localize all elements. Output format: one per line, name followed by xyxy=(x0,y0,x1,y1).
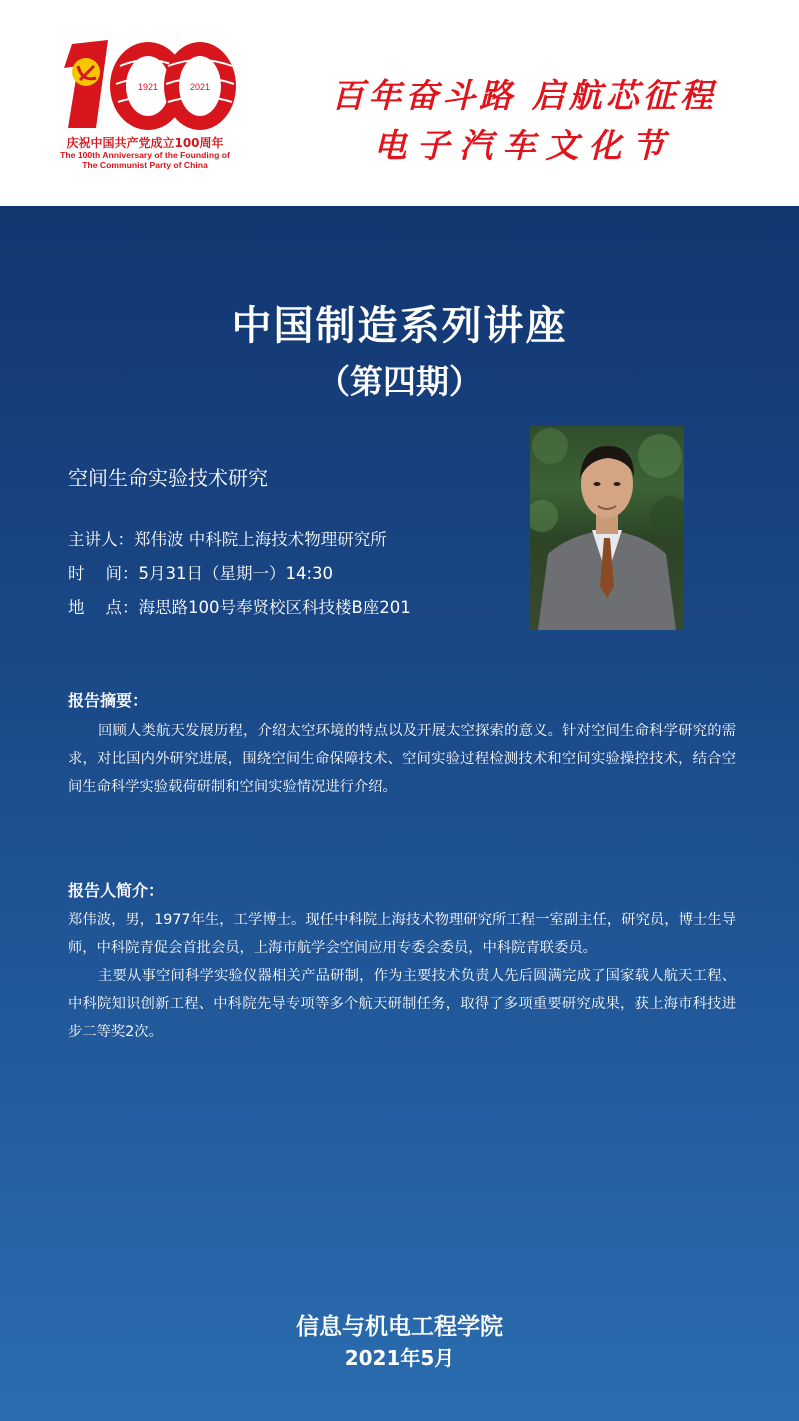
time-value: 5月31日（星期一）14:30 xyxy=(138,564,334,583)
centenary-100-graphic xyxy=(50,36,240,136)
place-label: 地 点： xyxy=(68,598,139,617)
party-emblem-icon xyxy=(72,58,100,86)
bio-paragraph-1: 郑伟波，男，1977年生，工学博士。现任中科院上海技术物理研究所工程一室副主任，研究员，博士生导师，中科院青促会首批会员，上海市航学会空间应用专委会委员，中科院青联委员。 xyxy=(68,912,736,956)
speaker-portrait xyxy=(530,426,684,630)
poster-body xyxy=(0,206,799,1421)
abstract-heading: 报告摘要： xyxy=(68,691,149,710)
poster-date: 2021年5月 xyxy=(344,1346,455,1370)
slogan-line-1: 百年奋斗路 启航芯征程 xyxy=(331,76,717,115)
issue-number: （第四期） xyxy=(317,362,482,401)
bio-heading: 报告人简介： xyxy=(68,881,165,900)
centenary-logo xyxy=(50,36,240,176)
speaker-photo xyxy=(530,426,684,630)
abstract-text: 回顾人类航天发展历程，介绍太空环境的特点以及开展太空探索的意义。针对空间生命科学研究的需求，对比国内外研究进展，围绕空间生命保障技术、空间实验过程检测技术和空间实验操控技术，结合空间生命科学实验载荷研制和空间实验情况进行介绍。 xyxy=(68,723,736,795)
slogan-line-2: 电子汽车文化节 xyxy=(373,126,675,165)
lecture-topic: 空间生命实验技术研究 xyxy=(68,466,268,490)
header-banner xyxy=(0,0,799,206)
logo-caption-english xyxy=(50,150,240,170)
place-line xyxy=(68,594,411,618)
year-2021: 2021 xyxy=(189,82,211,92)
place-value: 海思路100号奉贤校区科技楼B座201 xyxy=(138,598,411,617)
logo-caption-english-line2: The Communist Party of China xyxy=(82,160,208,170)
series-title: 中国制造系列讲座 xyxy=(231,303,568,349)
speaker-line xyxy=(68,526,387,550)
organizer: 信息与机电工程学院 xyxy=(296,1314,503,1340)
logo-caption-chinese: 庆祝中国共产党成立100周年 xyxy=(66,136,224,150)
time-line xyxy=(68,560,333,584)
time-label: 时 间： xyxy=(68,564,139,583)
speaker-label: 主讲人： xyxy=(68,530,134,549)
year-1921: 1921 xyxy=(137,82,159,92)
speaker-value: 郑伟波 中科院上海技术物理研究所 xyxy=(134,530,387,549)
bio-paragraph-2: 主要从事空间科学实验仪器相关产品研制，作为主要技术负责人先后圆满完成了国家载人航天工程、中科院知识创新工程、中科院先导专项等多个航天研制任务，取得了多项重要研究成果，获上海市科技进步二等奖2次。 xyxy=(68,968,736,1040)
logo-caption-english-line1: The 100th Anniversary of the Founding of xyxy=(60,150,230,160)
